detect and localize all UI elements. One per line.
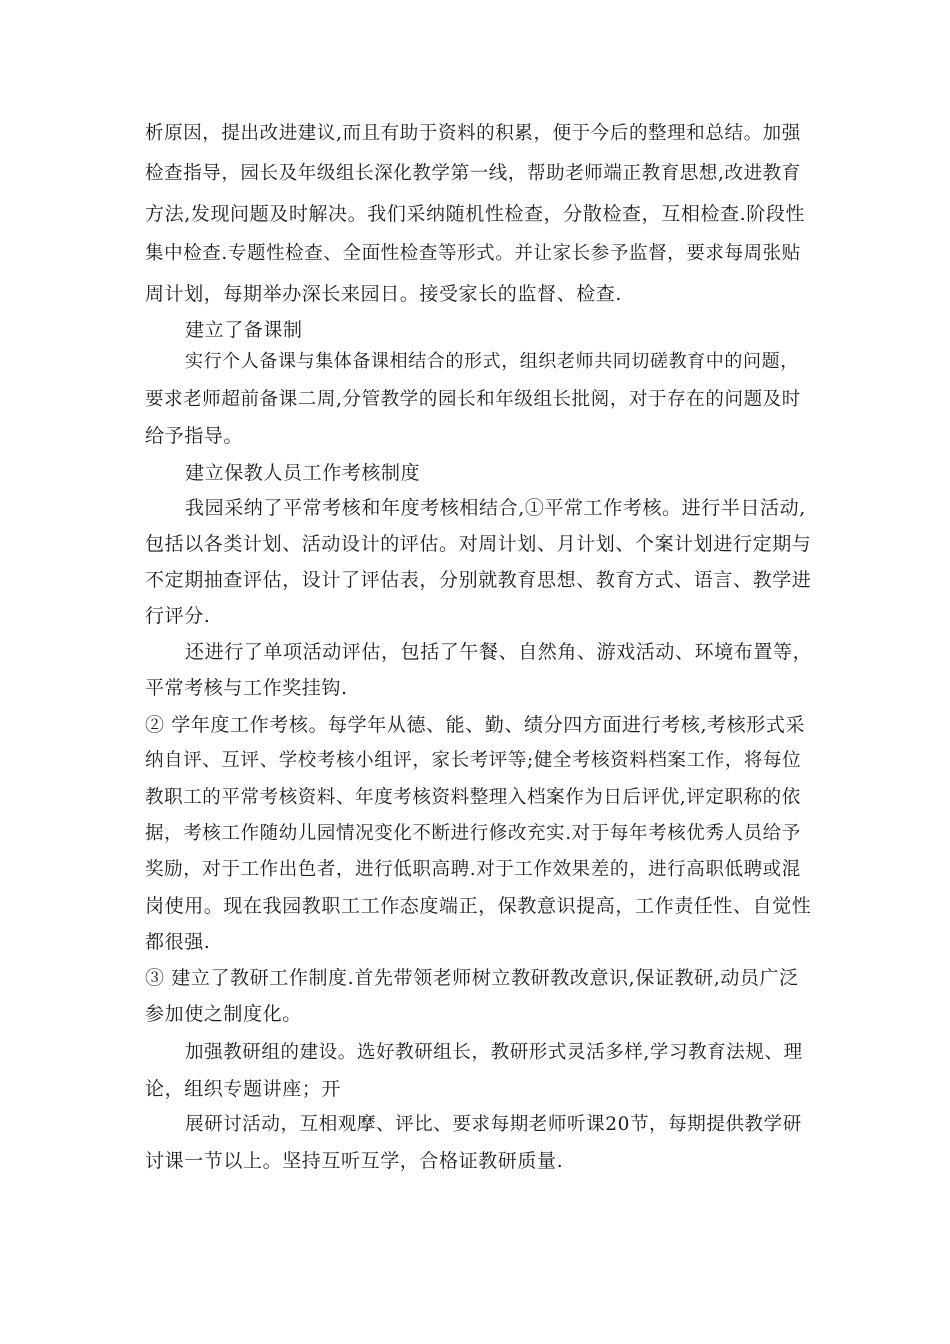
- section-heading: 建立了备课制: [185, 319, 303, 341]
- text-line: ② 学年度工作考核。每学年从德、能、勤、绩分四方面进行考核,考核形式采: [145, 714, 806, 736]
- text-line: 参加使之制度化。: [145, 1003, 302, 1025]
- text-line: 论，组织专题讲座；开: [145, 1078, 342, 1100]
- text-line: ③ 建立了教研工作制度.首先带领老师树立教研教改意识,保证教研,动员广泛: [145, 967, 799, 989]
- text-line: 包括以各类计划、活动设计的评估。对周计划、月计划、个案计划进行定期与: [145, 533, 812, 555]
- text-line: 我园采纳了平常考核和年度考核相结合,①平常工作考核。进行半日活动,: [185, 497, 806, 519]
- text-line: 不定期抽查评估，设计了评估表，分别就教育思想、教育方式、语言、教学进: [145, 569, 812, 591]
- section-heading: 建立保教人员工作考核制度: [185, 462, 421, 484]
- text-line: 实行个人备课与集体备课相结合的形式，组织老师共同切磋教育中的问题，: [185, 351, 799, 372]
- text-line: 给予指导。: [145, 425, 244, 447]
- text-line: 析原因，提出改进建议,而且有助于资料的积累，便于今后的整理和总结。加强: [145, 123, 801, 144]
- text-line: 展研讨活动，互相观摩、评比、要求每期老师听课20节，每期提供教学研: [185, 1114, 802, 1135]
- text-line: 纳自评、互评、学校考核小组评，家长考评等;健全考核资料档案工作，将每位: [145, 750, 802, 771]
- text-line: 讨课一节以上。坚持互听互学，合格证教研质量.: [145, 1150, 564, 1172]
- text-line: 都很强.: [145, 931, 211, 953]
- text-line: 集中检查.专题性检查、全面性检查等形式。并让家长参予监督，要求每周张贴: [145, 243, 801, 264]
- text-line: 岗使用。现在我园教职工工作态度端正，保教意识提高，工作责任性、自觉性: [145, 895, 812, 917]
- text-line: 还进行了单项活动评估，包括了午餐、自然角、游戏活动、环境布置等，: [185, 641, 813, 663]
- text-line: 周计划，每期举办深长来园日。接受家长的监督、检查.: [145, 283, 623, 305]
- text-line: 奖励，对于工作出色者，进行低职高聘.对于工作效果差的，进行高职低聘或混: [145, 859, 801, 880]
- text-line: 据，考核工作随幼儿园情况变化不断进行修改充实.对于每年考核优秀人员给予: [145, 823, 801, 844]
- text-line: 要求老师超前备课二周,分管教学的园长和年级组长批阅，对于存在的问题及时: [145, 389, 801, 410]
- text-line: 行评分.: [145, 605, 211, 627]
- text-line: 方法,发现问题及时解决。我们采纳随机性检查，分散检查，互相检查.阶段性: [145, 203, 806, 225]
- text-line: 教职工的平常考核资料、年度考核资料整理入档案作为日后评优,评定职称的依: [145, 787, 801, 808]
- text-line: 平常考核与工作奖挂钩.: [145, 677, 348, 699]
- text-line: 加强教研组的建设。选好教研组长，教研形式灵活多样,学习教育法规、理: [185, 1042, 803, 1063]
- text-line: 检查指导，园长及年级组长深化教学第一线，帮助老师端正教育思想,改进教育: [145, 163, 801, 184]
